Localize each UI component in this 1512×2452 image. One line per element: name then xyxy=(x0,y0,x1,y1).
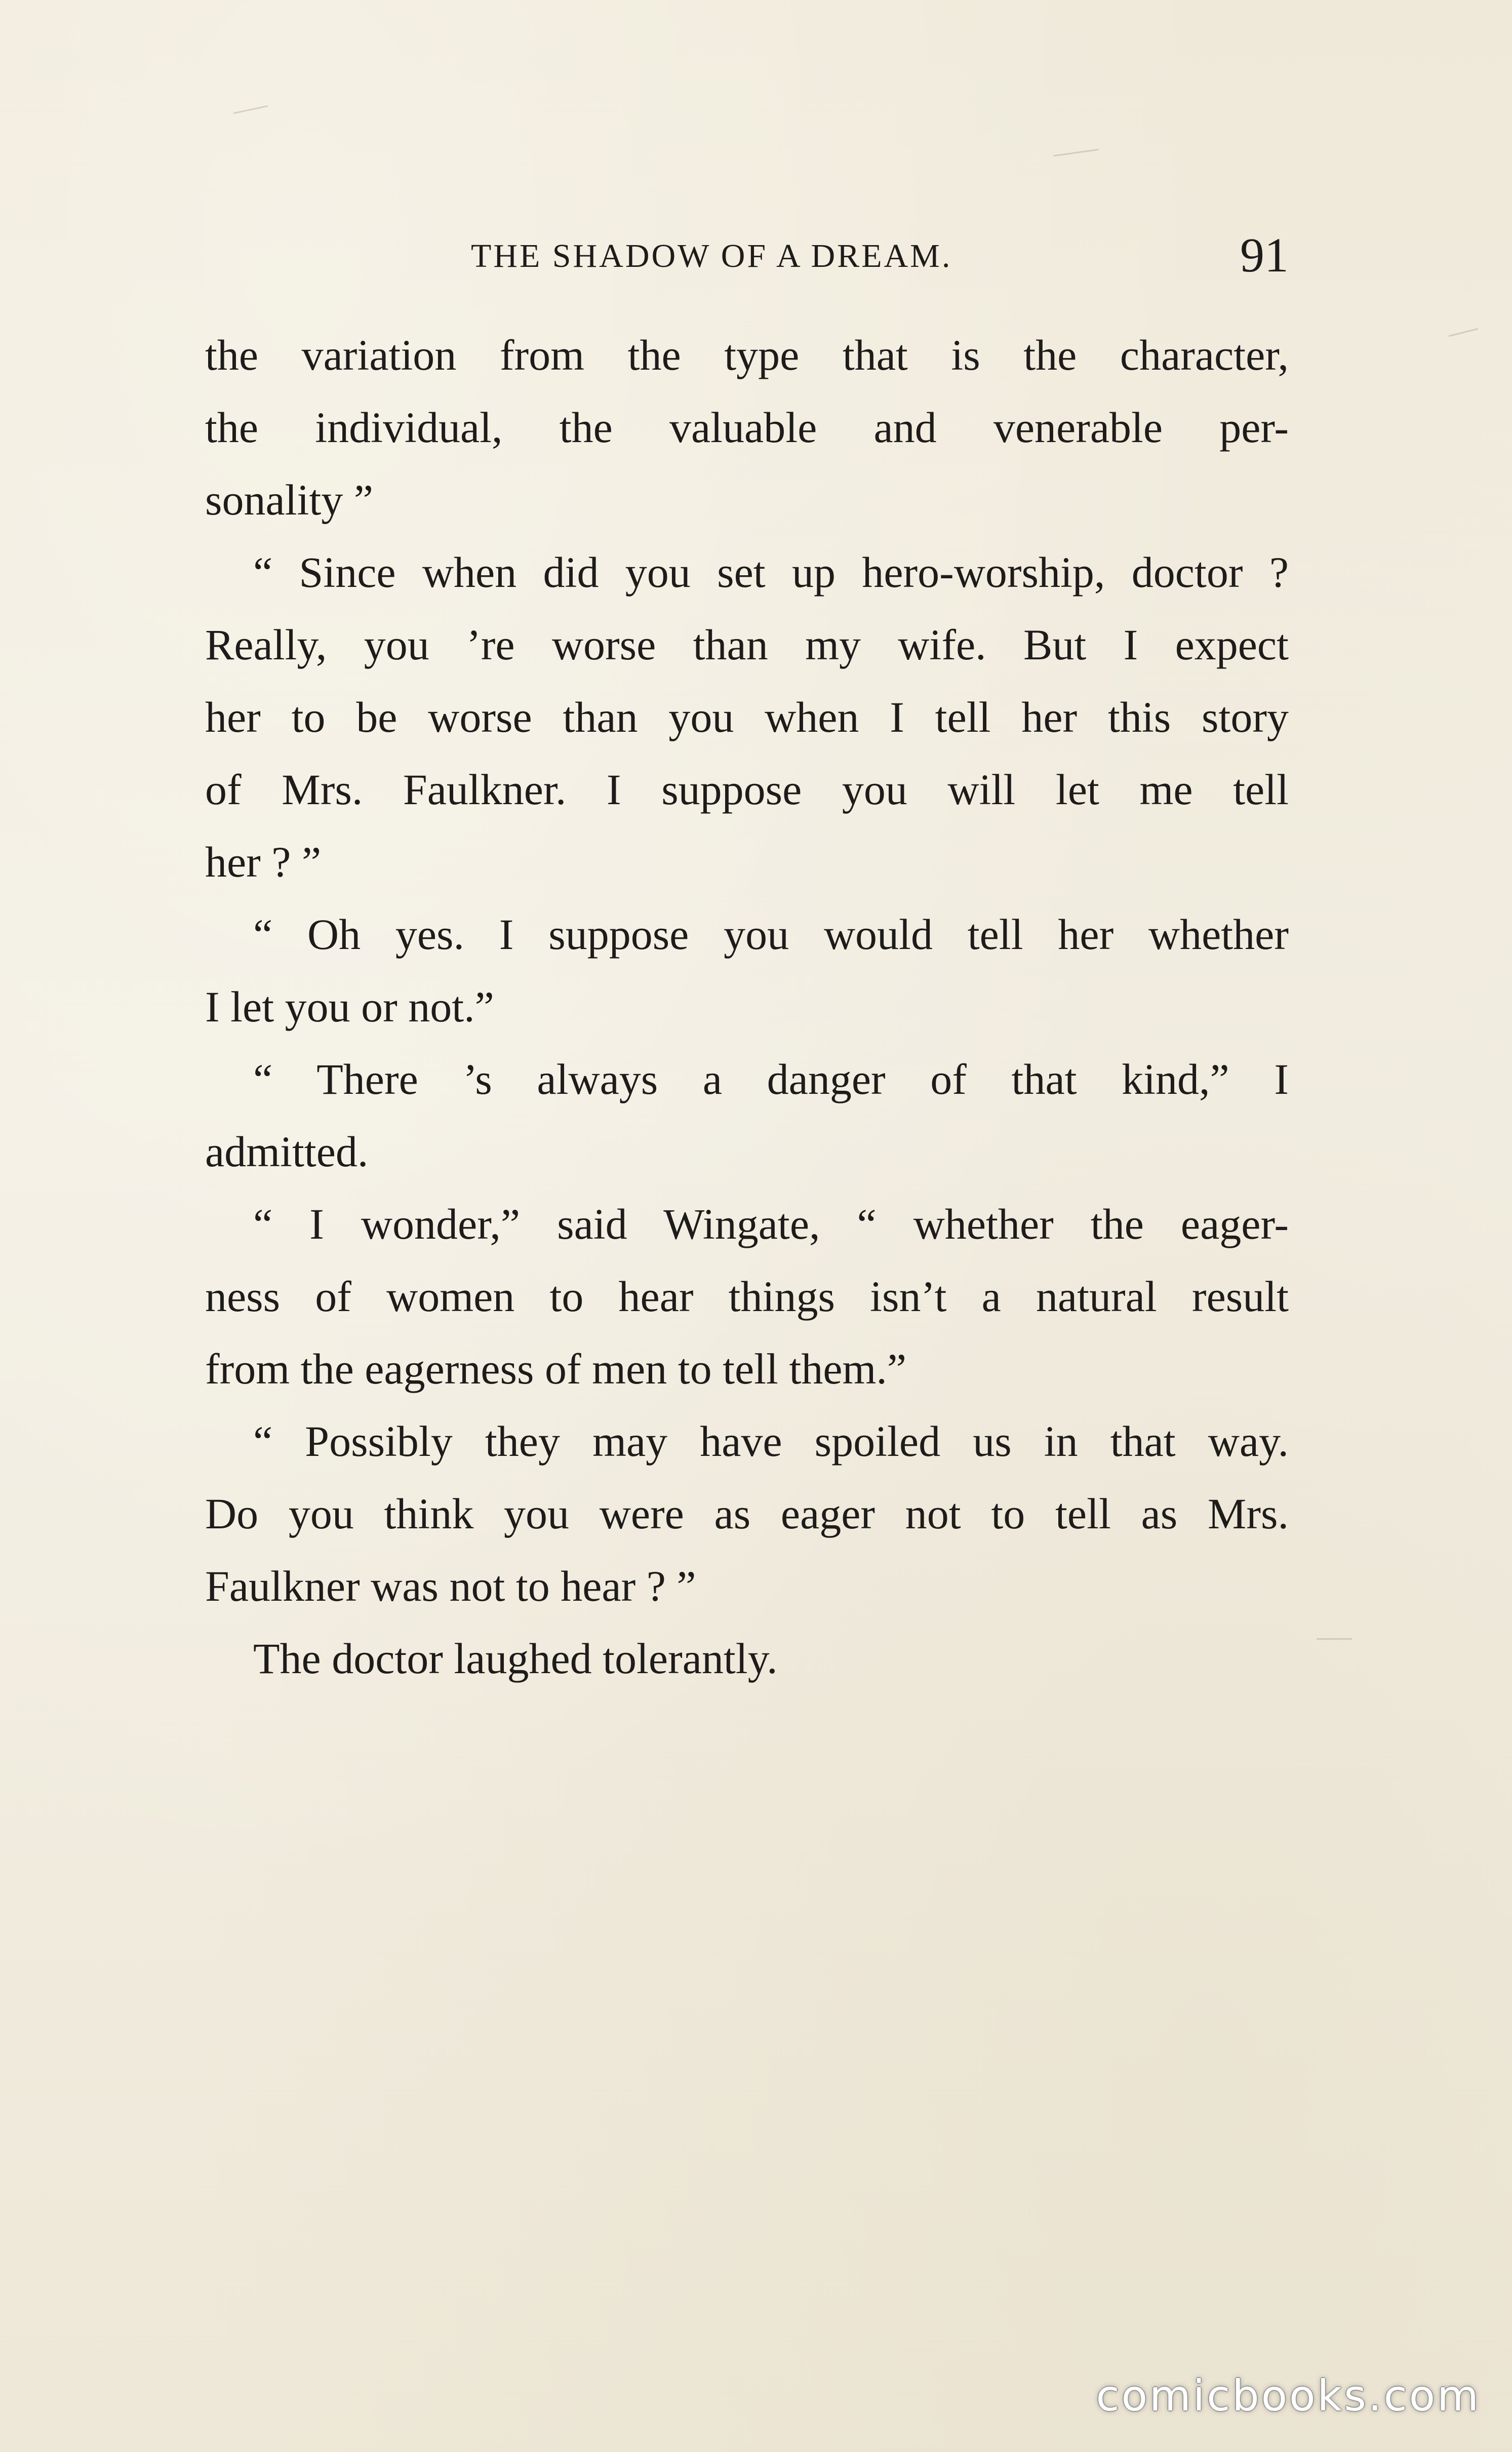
text-line: sonality ” xyxy=(205,476,373,524)
paper-mark xyxy=(233,105,268,114)
text-line: Faulkner was not to hear ? ” xyxy=(205,1562,696,1610)
paper-mark xyxy=(1449,328,1479,337)
paper-mark xyxy=(1317,1638,1352,1640)
text-line: of Mrs. Faulkner. I suppose you will let me tell xyxy=(205,765,1289,814)
text-line: “ Possibly they may have spoiled us in that way. xyxy=(253,1417,1289,1466)
text-line: “ There ’s always a danger of that kind,” I xyxy=(253,1055,1289,1103)
text-line: her to be worse than you when I tell her this story xyxy=(205,693,1289,741)
text-line: her ? ” xyxy=(205,838,322,886)
text-line: “ Oh yes. I suppose you would tell her whether xyxy=(253,910,1289,959)
text-line: the variation from the type that is the character, xyxy=(205,331,1289,379)
page-number: 91 xyxy=(1240,228,1289,282)
text-line: The doctor laughed tolerantly. xyxy=(253,1634,778,1683)
paper-mark xyxy=(1053,149,1099,156)
text-line: Really, you ’re worse than my wife. But I expect xyxy=(205,620,1289,669)
body-text xyxy=(205,319,1289,1695)
text-line: the individual, the valuable and venerable per- xyxy=(205,403,1289,452)
text-line: Do you think you were as eager not to tell as Mrs. xyxy=(205,1489,1289,1538)
page-header xyxy=(205,223,1289,289)
text-line: admitted. xyxy=(205,1127,369,1176)
text-line: I let you or not.” xyxy=(205,982,494,1031)
text-line: ness of women to hear things isn’t a natural result xyxy=(205,1272,1289,1321)
text-line: from the eagerness of men to tell them.” xyxy=(205,1344,907,1393)
running-head: THE SHADOW OF A DREAM. xyxy=(471,238,952,274)
text-line: “ Since when did you set up hero-worship, doctor ? xyxy=(253,548,1289,597)
text-line: “ I wonder,” said Wingate, “ whether the eager- xyxy=(253,1200,1289,1248)
watermark: comicbooks.com xyxy=(1096,2371,1481,2421)
